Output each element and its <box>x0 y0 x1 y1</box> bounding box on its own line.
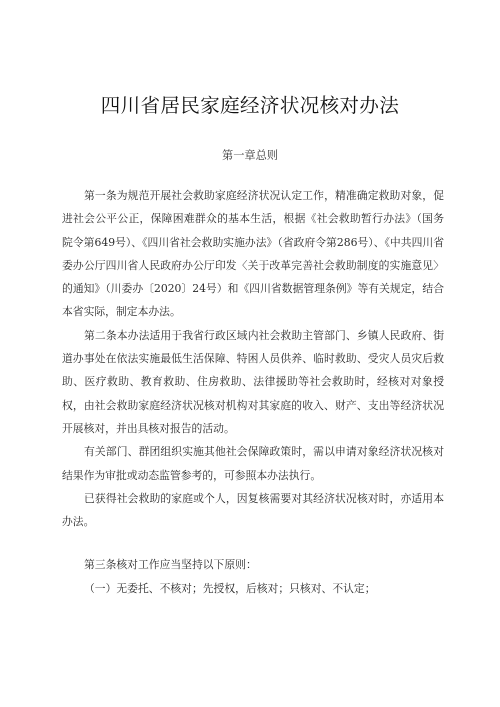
paragraph-article-3: 第三条核对工作应当坚持以下原则： <box>84 558 257 572</box>
chapter-heading: 第一章总则 <box>222 149 278 162</box>
paragraph-article-2-other-departments: 有关部门、群团组织实施其他社会保障政策时，需以申请对象经济状况核对结果作为审批或动态监管参考的，可参照本办法执行。 <box>62 445 444 482</box>
document-title: 四川省居民家庭经济状况核对办法 <box>100 94 400 117</box>
paragraph-article-2: 第二条本办法适用于我省行政区域内社会救助主管部门、乡镇人民政府、街道办事处在依法实施最低生活保障、特困人员供养、临时救助、受灾人员灾后救助、医疗救助、教育救助、住房救助、法律援助等社会救助时，经核对对象授权，由社会救助家庭经济状况核对机构对其家庭的收入、财产、支出等经济状况开展核对，并出具核对报告的活动。 <box>62 328 444 435</box>
document-body <box>62 184 444 600</box>
paragraph-gap <box>62 533 444 553</box>
paragraph-article-3-item-1: （一）无委托、不核对；先授权，后核对；只核对、不认定； <box>84 581 376 595</box>
paragraph-article-1: 第一条为规范开展社会救助家庭经济状况认定工作，精准确定救助对象，促进社会公平公正，保障困难群众的基本生活，根据《社会救助暂行办法》（国务院令第649号）、《四川省社会救助实施办法》（省政府令第286号）、《中共四川省委办公厅四川省人民政府办公厅印发〈关于改革完善社会救助制度的实施意见〉的通知》（川委办〔2020〕24号）和《四川省数据管理条例》等有关规定，结合本省实际，制定本办法。 <box>62 189 444 319</box>
paragraph-article-2-review: 已获得社会救助的家庭或个人，因复核需要对其经济状况核对时，亦适用本办法。 <box>62 491 444 529</box>
